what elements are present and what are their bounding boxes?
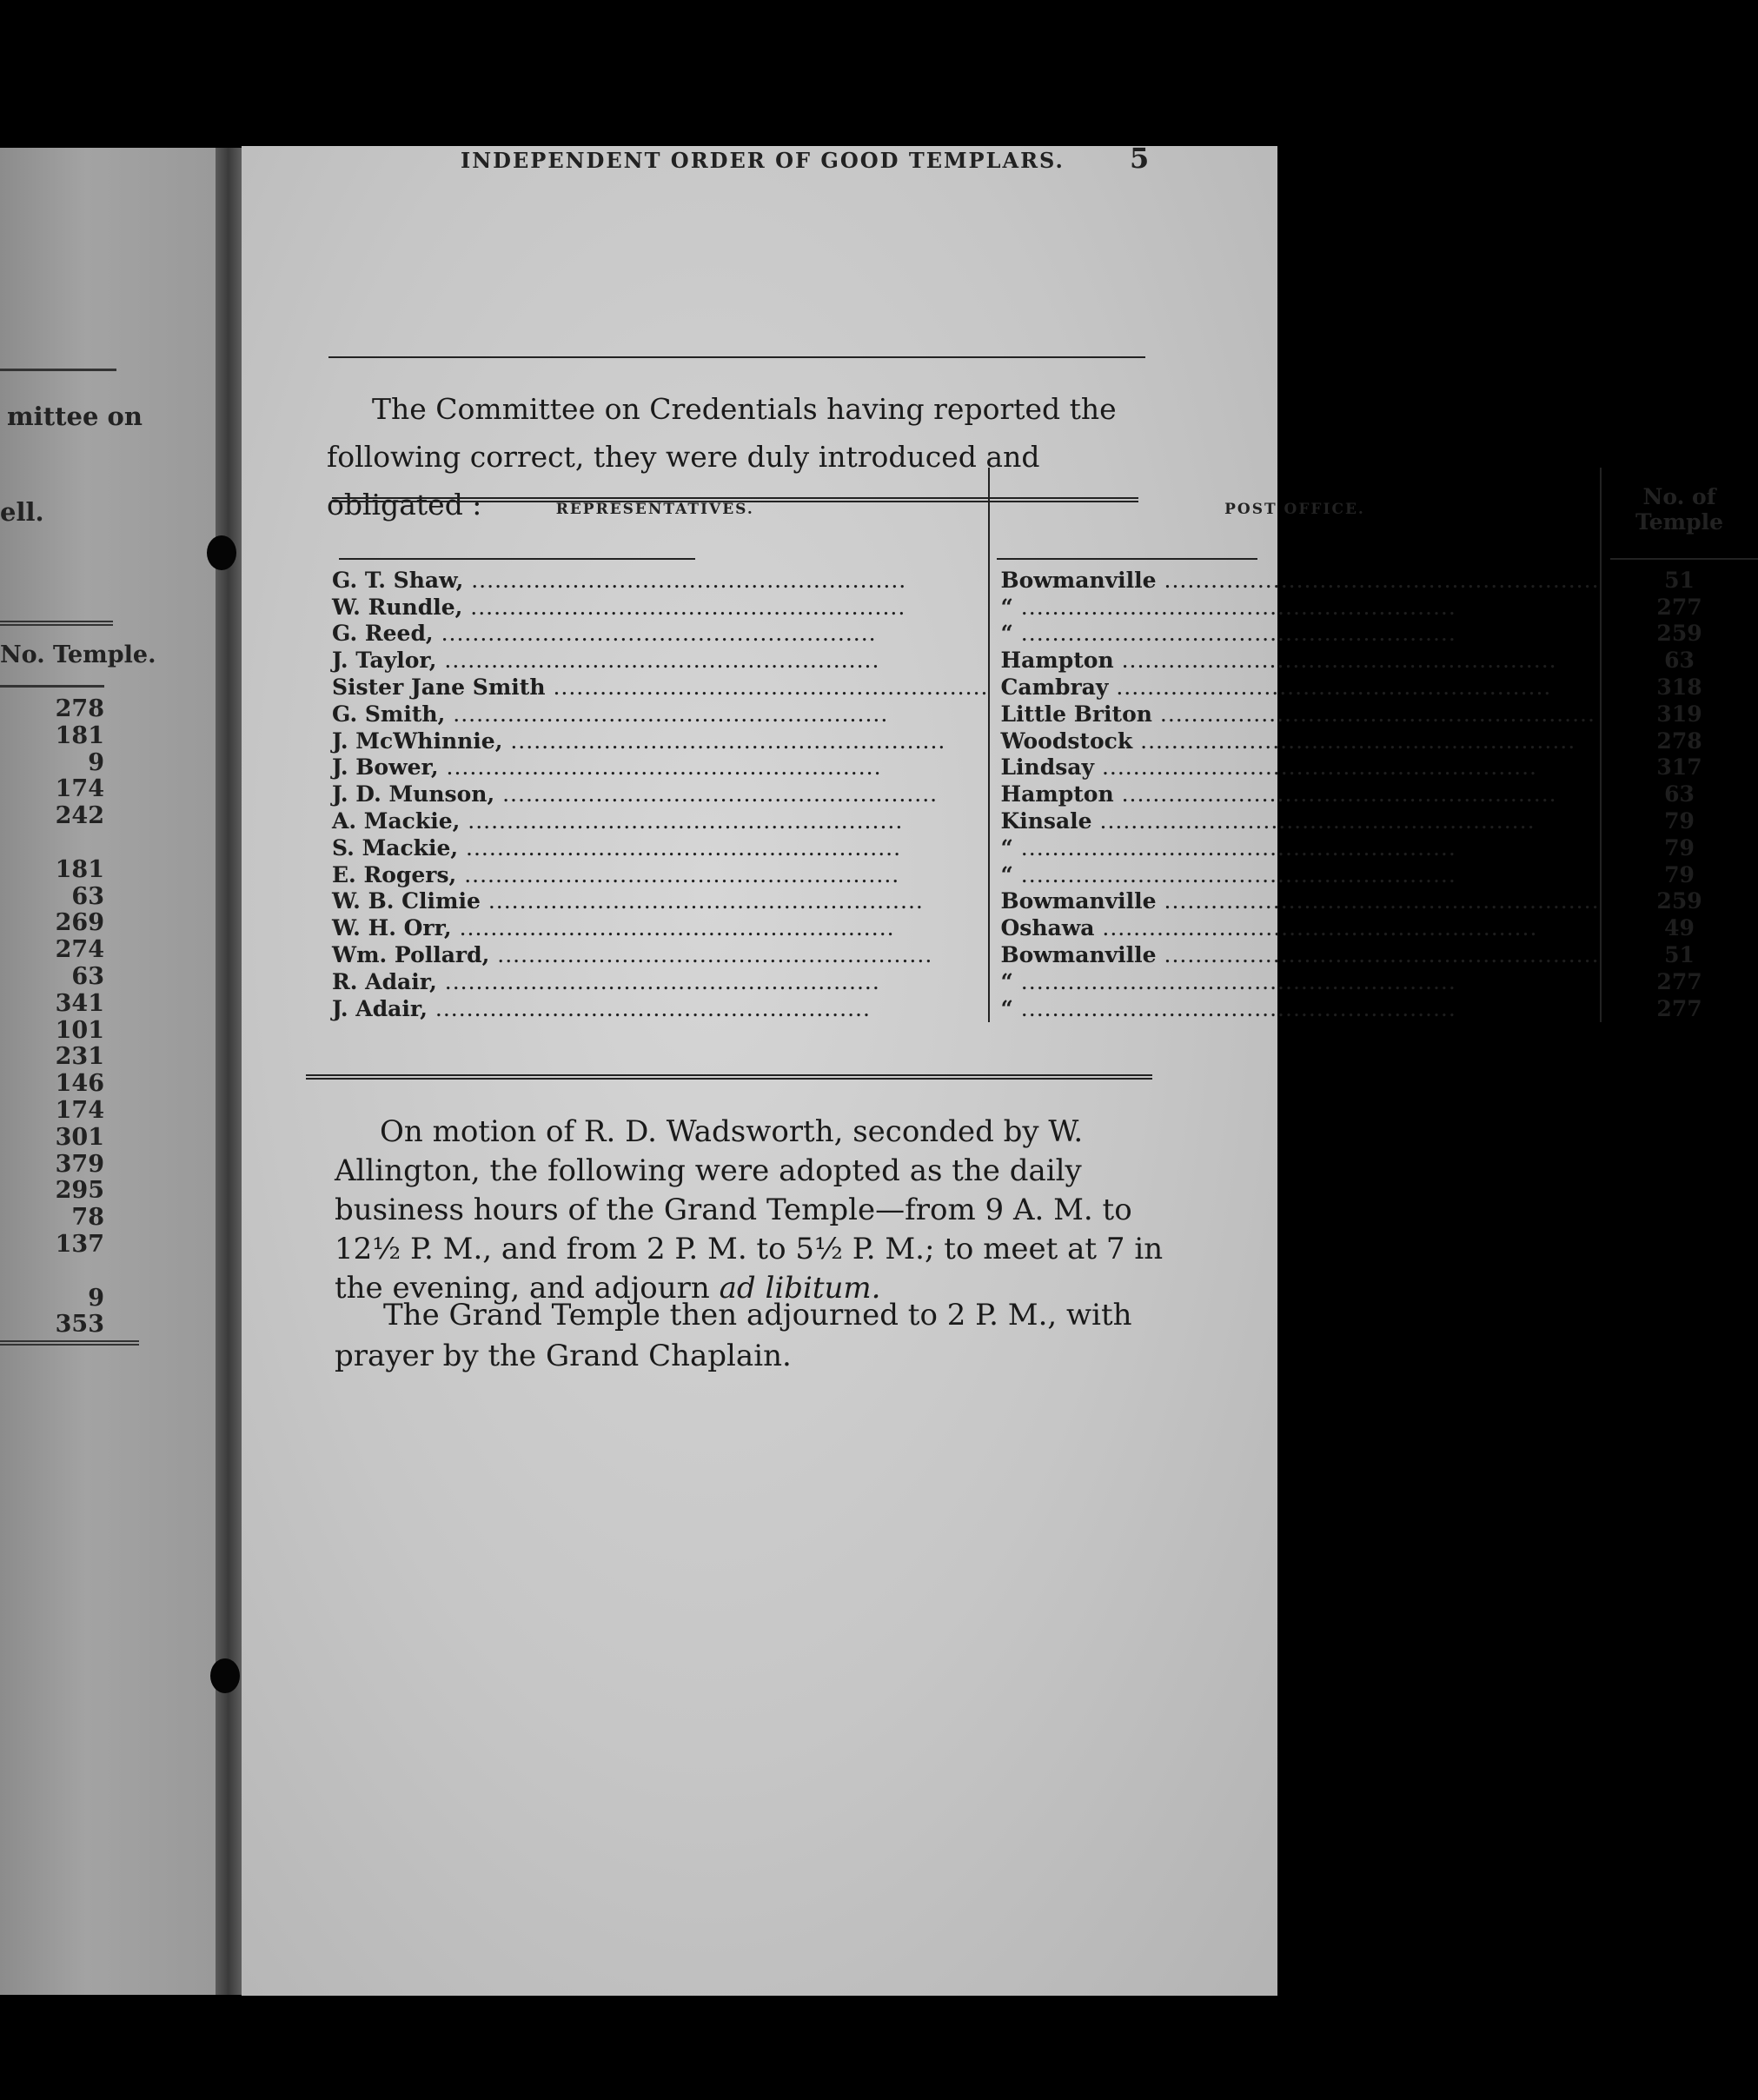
representative-name: Wm. Pollard, ..... [332,942,932,967]
table-row [322,728,1758,754]
table-row [322,594,1758,621]
post-office: Little Briton ..... [1000,701,1595,727]
table-row [322,834,1758,861]
temple-number: 259 [1656,621,1702,647]
representative-name: J. Taylor, ..... [332,648,879,673]
post-office: Cambray ..... [1000,675,1551,700]
left-temple-number: 231 [55,1043,104,1071]
left-rule-top [0,369,116,371]
representative-name: S. Mackie, ..... [332,835,901,861]
temple-number: 318 [1656,675,1702,701]
intro-paragraph: The Committee on Credentials having reported the following correct, they were duly introduced and obligated : [327,392,1117,522]
table-row [322,781,1758,807]
left-temple-number: 379 [55,1150,104,1178]
binding-hole-top [207,535,236,570]
post-office: Hampton ..... [1000,781,1556,807]
left-fragment-1: mittee on [7,402,143,431]
table-row [322,968,1758,995]
temple-number: 319 [1656,701,1702,727]
temple-number: 277 [1656,968,1702,994]
temple-number: 79 [1664,834,1695,861]
post-office: “ ..... [1000,996,1456,1021]
left-temple-number: 137 [55,1231,104,1258]
left-temple-number: 181 [55,721,104,749]
post-office: Woodstock ..... [1000,728,1576,754]
motion-paragraph [335,1113,1169,1308]
representative-name: G. Smith, ..... [332,701,888,727]
post-office: “ ..... [1000,969,1456,994]
temple-number: 277 [1656,995,1702,1021]
left-temple-number: 9 [88,1284,104,1312]
post-office: “ ..... [1000,595,1456,620]
representative-name: R. Adair, ..... [332,969,880,994]
binding-hole-bottom [210,1658,240,1693]
header-rule [328,356,1145,358]
table-row [322,701,1758,728]
left-temple-number: 278 [55,695,104,722]
left-temple-number: 181 [55,855,104,883]
post-office: Bowmanville ..... [1000,888,1599,914]
post-office: Kinsale ..... [1000,808,1535,834]
table-row [322,674,1758,701]
post-office: “ ..... [1000,621,1456,646]
left-rule-bottom [0,1340,139,1346]
left-temple-number: 63 [71,882,104,910]
left-temple-number: 242 [55,802,104,830]
table-row [322,754,1758,781]
post-office: “ ..... [1000,862,1456,887]
temple-number: 51 [1664,942,1695,968]
temple-number: 79 [1664,861,1695,887]
temple-number: 278 [1656,728,1702,754]
representatives-header: REPRESENTATIVES. [555,501,754,518]
page-gutter [216,148,242,1995]
temple-number: 49 [1664,915,1695,941]
table-row [322,807,1758,834]
post-office-header: POST OFFICE. [989,468,1600,551]
left-temple-number: 295 [55,1177,104,1205]
left-rule-sub [0,685,104,688]
post-office: Hampton ..... [1000,648,1556,673]
post-office: Lindsay ..... [1000,754,1537,780]
motion-italic-text: ad libitum. [719,1271,881,1306]
table-row [322,567,1758,594]
table-row [322,941,1758,968]
running-header: INDEPENDENT ORDER OF GOOD TEMPLARS. [461,148,1065,173]
closing-paragraph: The Grand Temple then adjourned to 2 P. M., with prayer by the Grand Chaplain. [335,1298,1132,1373]
temple-number: 277 [1656,594,1702,620]
representative-name: J. Bower, ..... [332,754,882,780]
representative-name: G. T. Shaw, ..... [332,568,906,593]
representative-name: J. Adair, ..... [332,996,871,1021]
table-row [322,647,1758,674]
representative-name: E. Rogers, ..... [332,862,899,887]
post-office: Bowmanville ..... [1000,568,1599,593]
left-temple-number: 146 [55,1070,104,1098]
temple-number: 63 [1664,781,1695,807]
table-row [322,861,1758,888]
representative-name: J. McWhinnie, ..... [332,728,945,754]
left-temple-number: 9 [88,748,104,776]
table-row [322,621,1758,648]
left-temple-number: 174 [55,775,104,803]
temple-number: 51 [1664,567,1695,593]
left-temple-number: 78 [71,1204,104,1232]
left-temple-number: 174 [55,1097,104,1124]
temple-number: 79 [1664,808,1695,834]
left-temple-number: 353 [55,1311,104,1339]
temple-number: 63 [1664,648,1695,674]
left-temple-number: 269 [55,909,104,937]
post-office: “ ..... [1000,835,1456,861]
post-office: Oshawa ..... [1000,915,1537,940]
temple-number: 317 [1656,754,1702,781]
table-bottom-rule [306,1074,1152,1080]
page-number: 5 [1130,142,1150,175]
representative-name: W. Rundle, ..... [332,595,906,620]
left-column-header: No. Temple. [0,641,156,668]
representative-name: W. H. Orr, ..... [332,915,895,940]
left-temple-number: 274 [55,936,104,964]
representative-name: A. Mackie, ..... [332,808,903,834]
temple-number-header: No. of Temple [1635,484,1723,535]
left-temple-number: 63 [71,963,104,990]
left-fragment-2: ell. [0,497,44,527]
representative-name: J. D. Munson, ..... [332,781,938,807]
representative-name: W. B. Climie ..... [332,888,924,914]
left-temple-number: 101 [55,1016,104,1044]
temple-number: 259 [1656,888,1702,914]
left-rule-header [0,621,113,626]
representative-name: G. Reed, ..... [332,621,877,646]
left-page [0,148,216,1995]
representatives-table [322,468,1758,1022]
motion-text: On motion of R. D. Wadsworth, seconded by W. Allington, the following were adopted as the daily business hours of the Grand Temple—from 9 A. M. to 12½ P. M., and from 2 P. M. to 5½ P. M.; to meet at 7 in the evening, and adjourn [335,1114,1164,1306]
left-temple-number: 341 [55,989,104,1017]
table-row [322,888,1758,915]
table-row [322,914,1758,941]
table-row [322,995,1758,1022]
left-temple-number: 301 [55,1123,104,1151]
representative-name: Sister Jane Smith ..... [332,675,988,700]
post-office: Bowmanville ..... [1000,942,1599,967]
